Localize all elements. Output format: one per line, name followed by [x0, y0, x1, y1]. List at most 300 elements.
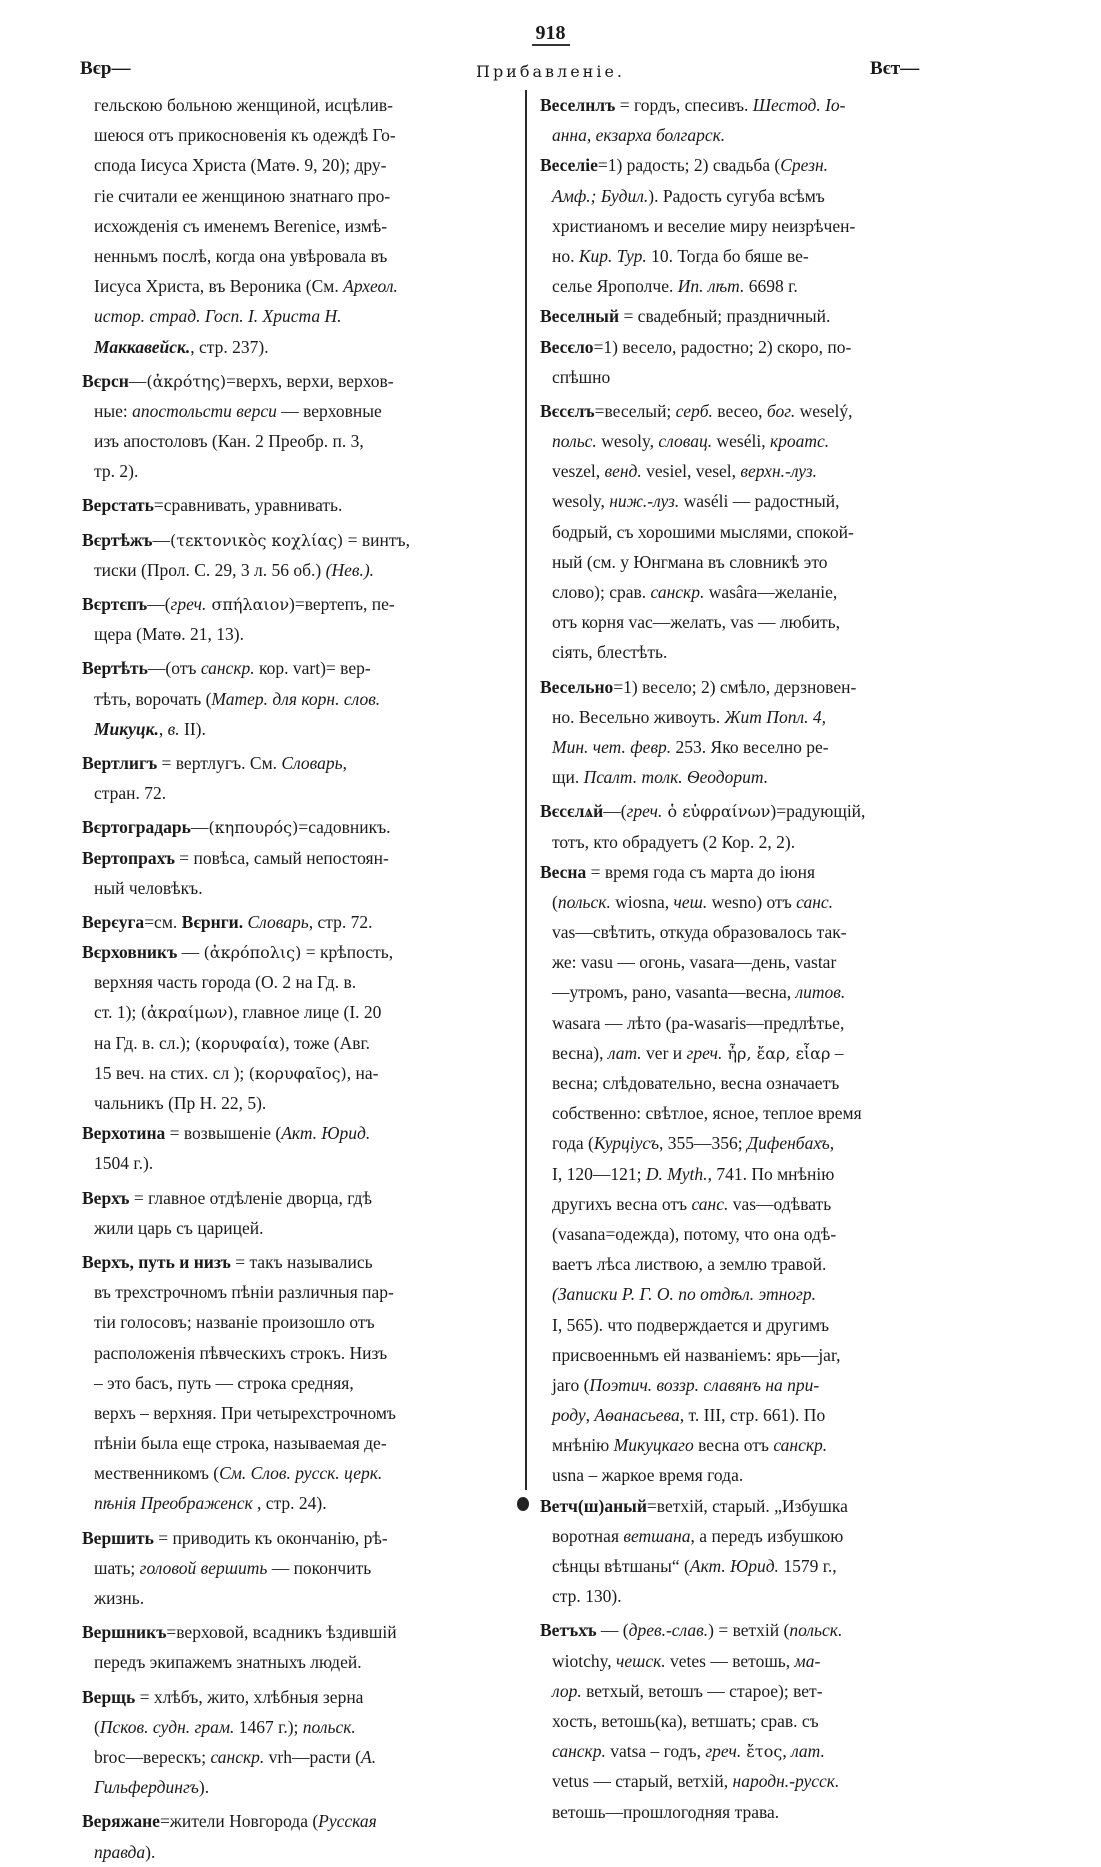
citation-text: санскр. — [773, 1435, 828, 1456]
citation-text: санс. — [796, 891, 834, 912]
greek-text: (κορυφαία) — [194, 1033, 286, 1053]
entry-continuation-line — [82, 396, 512, 426]
citation-text: (Записки Р. Г. О. по отдѣл. этногр. — [552, 1284, 816, 1305]
definition-text: же: vasu — огонь, vasara—день, vastar — [552, 952, 837, 973]
definition-text: ( — [94, 1716, 100, 1737]
definition-text: весео, — [712, 400, 767, 421]
citation-text: Амф.; Будил. — [552, 185, 649, 206]
definition-text: weséli, — [712, 431, 770, 452]
definition-text: тиски (Прол. С. 29, 3 л. 56 об.) — [94, 559, 326, 580]
entry-continuation-line — [82, 1837, 512, 1867]
entry-headword-line — [540, 1491, 980, 1521]
citation-text: греч. — [626, 801, 663, 822]
definition-text: кор. vart)= вер- — [254, 658, 371, 679]
definition-text: = приводить къ окончанію, рѣ- — [153, 1527, 388, 1548]
greek-text: (ἀκρότης) — [146, 371, 227, 391]
entry-continuation-line — [540, 977, 980, 1007]
entry-continuation-line — [540, 1370, 980, 1400]
definition-text: usna – жаркое время года. — [552, 1465, 744, 1486]
definition-text: weselý, — [795, 400, 853, 421]
entry-continuation-line — [540, 762, 980, 792]
definition-text: = свадебный; праздничный. — [619, 306, 831, 327]
definition-text: хость, ветошь(ка), ветшать; срав. съ — [552, 1710, 819, 1731]
definition-text: wiotchy, — [552, 1650, 616, 1671]
entry-continuation-line — [82, 1488, 512, 1518]
definition-text: , — [782, 1741, 792, 1762]
entry-headword-line — [540, 332, 980, 362]
definition-text: другихъ весна отъ — [552, 1193, 692, 1214]
citation-text: древ.-слав. — [628, 1620, 709, 1641]
entry-headword-line — [82, 366, 512, 396]
citation-text: анна, екзарха болгарск. — [552, 125, 726, 146]
definition-text: vas—свѣтить, откуда образовалось так- — [552, 922, 847, 943]
citation-text: санс. — [691, 1193, 729, 1214]
entry-continuation-line — [540, 120, 980, 150]
right-column — [540, 90, 980, 1827]
citation-text: Аѳанасьева — [594, 1405, 680, 1426]
definition-text: стран. 72. — [94, 783, 167, 804]
definition-text: , т. III, стр. 661). По — [679, 1405, 826, 1426]
definition-text: слово); срав. — [552, 582, 651, 602]
definition-text: верхняя часть города (О. 2 на Гд. в. — [94, 972, 357, 993]
definition-text: Іисуса Христа, въ Вероника (См. — [94, 276, 344, 297]
definition-text: шеюся отъ прикосновенія къ одеждѣ Го- — [94, 125, 396, 146]
citation-text: См. Слов. русск. церк. — [219, 1463, 383, 1484]
citation-text: Дифенбахъ — [747, 1133, 830, 1154]
entry-continuation-line — [82, 619, 512, 649]
entry-continuation-line — [540, 1766, 980, 1796]
citation-text: Археол. — [343, 276, 398, 297]
definition-text: Вєрнги. — [181, 911, 244, 932]
entry-continuation-line — [82, 1368, 512, 1398]
citation-text: санскр. — [200, 658, 255, 679]
headword: Верхъ — [82, 1187, 130, 1208]
entry-continuation-line — [540, 1310, 980, 1340]
definition-text: vas—одѣвать — [728, 1193, 832, 1214]
definition-text: селье Ярополче. — [552, 276, 678, 297]
entry-continuation-line — [540, 362, 980, 392]
definition-text: ( — [552, 891, 558, 912]
citation-text: Микуцк. — [94, 718, 159, 739]
entry-continuation-line — [82, 181, 512, 211]
entry-headword-line — [540, 796, 980, 826]
definition-text: 10. Тогда бо бяше ве- — [646, 245, 809, 266]
entry-continuation-line — [540, 1400, 980, 1430]
definition-text: ветхый, ветошъ — старое); вет- — [581, 1680, 823, 1701]
entry-continuation-line — [82, 301, 512, 331]
entry-continuation-line — [82, 1742, 512, 1772]
citation-text: D. Myth. — [645, 1163, 708, 1184]
entry-continuation-line — [82, 456, 512, 486]
entry-headword-line — [540, 150, 980, 180]
citation-text: чеш. — [673, 891, 708, 912]
entry-headword-line — [540, 396, 980, 426]
headword: Веселный — [540, 306, 620, 327]
definition-text: , — [829, 1133, 835, 1154]
definition-text: — верховные — [276, 400, 382, 421]
headword: Ветч(ш)аный — [540, 1495, 647, 1516]
definition-text: brос—верескъ; — [94, 1746, 211, 1767]
page-number: 918 — [0, 22, 1101, 45]
definition-text: = главное отдѣленіе дворца, гдѣ — [129, 1187, 372, 1208]
column-divider — [525, 90, 527, 1490]
entry-continuation-line — [82, 1213, 512, 1243]
entry-continuation-line — [82, 1647, 512, 1677]
citation-text: Матер. для корн. слов. — [211, 688, 381, 709]
definition-text: воротная — [552, 1525, 624, 1546]
definition-text: тѣть, ворочать ( — [94, 688, 212, 709]
entry-continuation-line — [82, 714, 512, 744]
definition-text: 1579 г., — [778, 1556, 837, 1576]
greek-text: ἔτος — [741, 1742, 783, 1762]
definition-text: спода Іисуса Христа (Матѳ. 9, 20); дру- — [94, 155, 387, 176]
citation-text: греч. — [705, 1741, 742, 1762]
entry-headword-line — [82, 843, 512, 873]
entry-continuation-line — [540, 1098, 980, 1128]
citation-text: польск. — [302, 1716, 356, 1737]
definition-text: исхожденія съ именемъ Berenice, измѣ- — [94, 215, 388, 236]
entry-headword-line — [82, 490, 512, 520]
citation-text: словац. — [658, 431, 713, 452]
headword: Вєсєлѧй — [540, 801, 604, 822]
definition-text: wiosna, — [610, 891, 674, 912]
definition-text: )=радующій, — [770, 801, 866, 822]
definition-text: I, 120—121; — [552, 1163, 646, 1184]
citation-text: польск. — [557, 891, 611, 912]
entry-continuation-line — [82, 426, 512, 456]
citation-text: санскр. — [552, 1741, 606, 1762]
definition-text: щи. — [552, 767, 584, 788]
definition-text: ver и — [641, 1042, 687, 1063]
definition-text: – это басъ, путь — строка средняя, — [94, 1372, 354, 1393]
citation-text: в. — [167, 718, 180, 739]
headword: Вєрховникъ — [82, 942, 178, 963]
greek-text: (τεκτονικὸς κοχλίας) — [170, 530, 344, 550]
definition-text: тр. 2). — [94, 461, 139, 482]
entry-continuation-line — [540, 1189, 980, 1219]
entry-headword-line — [540, 301, 980, 331]
citation-text: Маккавейск. — [94, 336, 191, 357]
headword: Верєуга — [82, 911, 145, 932]
headword: Вершникъ — [82, 1622, 167, 1643]
entry-continuation-line — [540, 547, 980, 577]
headword: Вєсєлъ — [540, 400, 595, 421]
definition-text: присвоенньмъ ей названіемъ: ярь—jar, — [552, 1344, 841, 1365]
definition-text: vrh—расти ( — [264, 1746, 361, 1767]
definition-text: бодрый, съ хорошими мыслями, спокой- — [552, 521, 854, 542]
definition-text: христианомъ и веселие миру неизрѣчен- — [552, 215, 856, 236]
definition-text: , стр. 72. — [308, 911, 373, 932]
headword: Вєрсн — [82, 370, 129, 391]
definition-text: wesno) отъ — [707, 891, 797, 912]
definition-text: vatsa – годъ, — [605, 1741, 706, 1762]
citation-text: роду — [552, 1405, 586, 1426]
entry-continuation-line — [540, 1128, 980, 1158]
greek-text: ἦρ, ἔαρ, εἶαρ — [722, 1043, 831, 1063]
definition-text: 253. Яко веселно ре- — [671, 736, 829, 757]
headword: Вершить — [82, 1527, 154, 1548]
definition-text: = вертлугъ. См. — [157, 752, 282, 773]
definition-text: — ( — [596, 1620, 629, 1641]
headword: Верхотина — [82, 1123, 166, 1144]
definition-text: ненньмъ послѣ, когда она увѣровала въ — [94, 245, 388, 266]
citation-text: ниж.-луз. — [609, 491, 680, 512]
headword: Вєртоградарь — [82, 817, 191, 838]
definition-text: , на- — [346, 1062, 379, 1083]
citation-text: ма- — [794, 1650, 821, 1671]
citation-text: (Нев.). — [325, 559, 375, 580]
greek-text: ὁ εὐφραίνων — [662, 802, 771, 822]
definition-text: , стр. 24). — [252, 1493, 327, 1514]
entry-continuation-line — [540, 241, 980, 271]
definition-text: жизнь. — [94, 1588, 145, 1608]
headword: Весєло — [540, 336, 594, 357]
citation-text: чешск. — [616, 1650, 666, 1671]
citation-text: Русская — [318, 1811, 377, 1832]
citation-text: Курціусъ — [593, 1133, 660, 1154]
entry-continuation-line — [540, 1430, 980, 1460]
definition-text: = хлѣбъ, жито, хлѣбныя зерна — [135, 1686, 364, 1707]
definition-text: wesoly, — [596, 431, 659, 452]
definition-text: расположенія пѣвческихъ строкъ. Низъ — [94, 1342, 388, 1363]
entry-continuation-line — [540, 702, 980, 732]
definition-text: =см. — [144, 911, 182, 932]
citation-text: бог. — [766, 400, 796, 421]
definition-text: = время года съ марта до іюня — [586, 861, 816, 882]
entry-continuation-line — [540, 1340, 980, 1370]
definition-text: = крѣпость, — [301, 942, 394, 963]
definition-text: — — [177, 942, 204, 963]
headword: Верстать — [82, 495, 154, 516]
entry-continuation-line — [82, 211, 512, 241]
definition-text: но. — [552, 245, 579, 266]
entry-headword-line — [82, 748, 512, 778]
citation-text: Псалт. толк. Ѳеодорит. — [583, 767, 769, 788]
definition-text: ваетъ лѣса листвою, а землю травой. — [552, 1254, 827, 1275]
entry-continuation-line — [540, 1159, 980, 1189]
citation-text: греч. — [170, 594, 207, 614]
entry-continuation-line — [540, 1736, 980, 1766]
entry-continuation-line — [540, 1797, 980, 1827]
entry-headword-line — [82, 589, 512, 619]
entry-continuation-line — [82, 555, 512, 585]
entry-continuation-line — [540, 947, 980, 977]
entry-continuation-line — [540, 1521, 980, 1551]
headword: Весна — [540, 861, 587, 882]
headword: Ветъхъ — [540, 1620, 597, 1641]
definition-text: ). — [145, 1841, 156, 1862]
definition-text: — — [190, 817, 209, 838]
entry-headword-line — [82, 525, 512, 555]
definition-text: весна отъ — [693, 1435, 774, 1456]
entry-continuation-line — [540, 1068, 980, 1098]
definition-text: — — [128, 370, 147, 391]
headword: Веряжане — [82, 1811, 160, 1832]
citation-text: Микуцкаго — [613, 1435, 694, 1456]
definition-text: шать; — [94, 1557, 140, 1578]
entry-continuation-line — [540, 1676, 980, 1706]
entry-headword-line — [82, 1247, 512, 1277]
citation-text: серб. — [675, 400, 713, 421]
entry-continuation-line — [82, 873, 512, 903]
entry-continuation-line — [540, 887, 980, 917]
citation-text: Мин. чет. февр. — [552, 736, 672, 757]
entry-headword-line — [540, 90, 980, 120]
definition-text: , главное лице (І. 20 — [233, 1002, 382, 1023]
definition-text: ). — [198, 1777, 210, 1798]
entry-continuation-line — [540, 1008, 980, 1038]
entry-headword-line — [82, 1118, 512, 1148]
definition-text: —( — [603, 801, 627, 822]
entry-continuation-line — [82, 1428, 512, 1458]
definition-text: veszel, — [552, 461, 605, 482]
citation-text: лат. — [791, 1741, 825, 1762]
entry-continuation-line — [540, 426, 980, 456]
definition-text: сѣнцы вѣтшаны“ ( — [552, 1556, 690, 1576]
entry-continuation-line — [540, 1706, 980, 1736]
definition-text: —(отъ — [147, 658, 201, 679]
greek-text: (κορυφαῖος) — [248, 1063, 347, 1083]
citation-text: Ип. лѣт. — [677, 276, 745, 297]
definition-text: , а передъ избушкою — [690, 1525, 844, 1546]
entry-continuation-line — [540, 1460, 980, 1490]
definition-text: весна; слѣдовательно, весна означаетъ — [552, 1073, 840, 1093]
left-guide-word: Вєр— — [80, 58, 131, 79]
entry-continuation-line — [82, 778, 512, 808]
citation-text: правда — [94, 1841, 146, 1862]
citation-text: Гильфердингъ — [94, 1777, 199, 1798]
definition-text: =жители Новгорода ( — [159, 1811, 319, 1832]
definition-text: ) = ветхій ( — [708, 1620, 790, 1641]
definition-text: изъ апостоловъ (Кан. 2 Преобр. п. 3, — [94, 431, 364, 452]
definition-text: — — [152, 529, 170, 550]
definition-text: собственно: свѣтлое, ясное, теплое время — [552, 1103, 862, 1124]
headword: Вертопрахъ — [82, 847, 175, 868]
definition-text: на Гд. в. сл.); — [94, 1032, 195, 1053]
definition-text: передъ экипажемъ знатныхъ людей. — [94, 1652, 362, 1673]
definition-text: =верховой, всадникъ ѣздившій — [166, 1622, 397, 1643]
citation-text: венд. — [604, 461, 642, 482]
definition-text: II). — [179, 718, 206, 739]
entry-continuation-line — [540, 271, 980, 301]
entry-continuation-line — [82, 241, 512, 271]
headword: Вертѣть — [82, 658, 148, 679]
entry-continuation-line — [82, 1338, 512, 1368]
definition-text: (vasana=одежда), потому, что она одѣ- — [552, 1223, 837, 1244]
section-title: Прибавленіе. — [475, 62, 625, 81]
citation-text: польс. — [552, 431, 597, 452]
definition-text: но. Весельно живоуть. — [552, 706, 725, 727]
headword: Вєртѣжъ — [82, 529, 153, 550]
entry-continuation-line — [82, 1307, 512, 1337]
entry-continuation-line — [82, 1583, 512, 1613]
citation-text: Поэтич. воззр. славянъ на при- — [589, 1374, 820, 1395]
headword: Вєртєпъ — [82, 594, 148, 614]
entry-continuation-line — [540, 181, 980, 211]
citation-text: Псков. судн. грам. — [99, 1716, 235, 1737]
citation-text: Словарь — [281, 752, 343, 773]
entry-continuation-line — [82, 332, 512, 362]
entry-continuation-line — [540, 1249, 980, 1279]
definition-text: года ( — [552, 1133, 594, 1154]
entry-continuation-line — [540, 486, 980, 516]
definition-text: 6698 г. — [744, 276, 798, 297]
definition-text: )=вертепъ, пе- — [289, 594, 395, 614]
definition-text: – — [830, 1042, 844, 1063]
definition-text: jaro ( — [552, 1374, 590, 1395]
definition-text: ). Радость сугуба всѣмъ — [648, 185, 825, 206]
entry-continuation-line — [540, 211, 980, 241]
citation-text: греч. — [686, 1042, 723, 1063]
entry-continuation-line — [540, 577, 980, 607]
entry-headword-line — [82, 1617, 512, 1647]
definition-text: =ветхій, старый. „Избушка — [646, 1495, 848, 1516]
definition-text: тіи голосовъ; названіе произошло отъ — [94, 1312, 375, 1333]
entry-continuation-line — [82, 997, 512, 1027]
headword: Веселнлъ — [540, 95, 616, 115]
definition-text: пѣніи была еще строка, называемая де- — [94, 1433, 387, 1454]
headword: Верщь — [82, 1686, 136, 1707]
entry-continuation-line — [82, 1028, 512, 1058]
entry-continuation-line — [82, 1553, 512, 1583]
greek-text: (ἀκρόπολις) — [203, 943, 302, 963]
citation-text: апостольсти верси — [132, 400, 277, 421]
entry-headword-line — [82, 1682, 512, 1712]
definition-text: въ трехстрочномъ пѣніи различныя пар- — [94, 1282, 394, 1303]
definition-text: wesoly, — [552, 491, 610, 512]
entry-headword-line — [82, 653, 512, 683]
definition-text: чальникъ (Пр Н. 22, 5). — [94, 1093, 267, 1113]
citation-text: ветшана — [623, 1525, 691, 1546]
definition-text: waséli — радостный, — [679, 491, 840, 512]
entry-headword-line — [540, 857, 980, 887]
definition-text: верхъ – верхняя. При четырехстрочномъ — [94, 1402, 396, 1423]
definition-text: , — [342, 752, 347, 773]
definition-text: , — [585, 1405, 595, 1426]
citation-text: Жит Попл. 4, — [724, 706, 826, 727]
entry-continuation-line — [82, 967, 512, 997]
definition-text: —( — [147, 594, 171, 614]
citation-text: санскр. — [210, 1746, 265, 1767]
headword: Вертлигъ — [82, 752, 158, 773]
entry-continuation-line — [540, 732, 980, 762]
greek-text: (ἀκραίμων) — [140, 1003, 234, 1023]
definition-text: 15 веч. на стих. сл ); — [94, 1062, 249, 1083]
entry-continuation-line — [82, 1277, 512, 1307]
definition-text: , — [158, 718, 168, 739]
entry-continuation-line — [540, 1279, 980, 1309]
headword: Верхъ, путь и низъ — [82, 1251, 231, 1272]
headword: Веселіе — [540, 155, 598, 176]
definition-text: =1) весело; 2) смѣло, дерзновен- — [613, 676, 857, 697]
definition-text: ст. 1); — [94, 1002, 141, 1023]
entry-headword-line — [82, 1183, 512, 1213]
citation-text: Словарь — [247, 911, 309, 932]
entry-continuation-line — [82, 1458, 512, 1488]
definition-text: wasâra—желаніе, — [704, 582, 838, 602]
greek-text: σπήλαιον — [206, 595, 290, 614]
entry-continuation-line — [82, 1088, 512, 1118]
entry-continuation-line — [82, 684, 512, 714]
entry-headword-line — [82, 812, 512, 842]
entry-continuation-line — [82, 1148, 512, 1178]
entry-continuation-line — [82, 1058, 512, 1088]
definition-text: =сравнивать, уравнивать. — [153, 495, 343, 516]
entry-continuation-line — [540, 456, 980, 486]
citation-text: Кир. Тур. — [578, 245, 647, 266]
definition-text: гіе считали ее женщиною знатнаго про- — [94, 185, 391, 206]
entry-continuation-line — [540, 607, 980, 637]
